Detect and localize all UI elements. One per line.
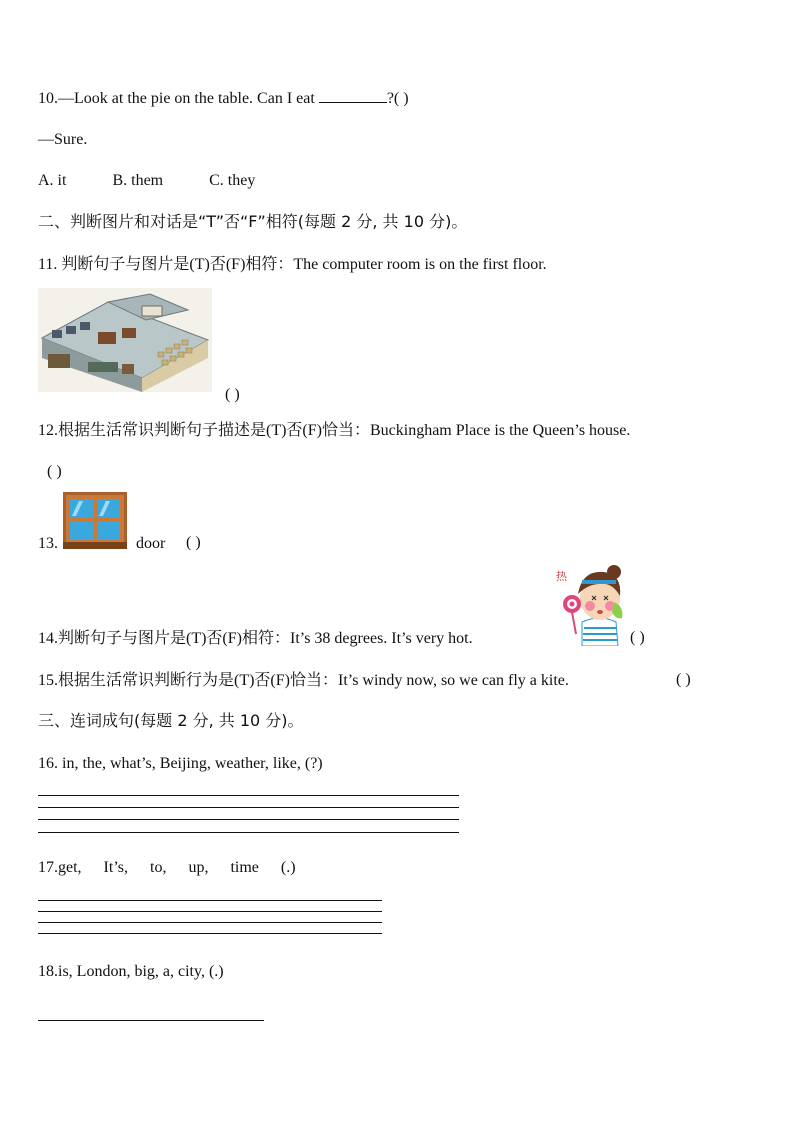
- section3-title: 三、连词成句(每题 2 分, 共 10 分)。: [38, 711, 304, 730]
- q14-answer-paren[interactable]: ( ): [630, 629, 645, 646]
- q17-writing-line[interactable]: [38, 900, 382, 901]
- hot-label: 热: [556, 570, 567, 583]
- q17-word: time: [230, 859, 259, 876]
- q18-text: 18.is, London, big, a, city, (.): [38, 963, 224, 980]
- q17-word: (.): [280, 859, 296, 876]
- window-picture: [63, 492, 127, 549]
- q10-suffix: ?( ): [386, 90, 409, 107]
- q10-option-c: C. they: [209, 172, 256, 189]
- q17-writing-line[interactable]: [38, 933, 382, 934]
- q16-text: 16. in, the, what’s, Beijing, weather, like, (?): [38, 755, 323, 772]
- q16-writing-line[interactable]: [38, 832, 459, 833]
- q16-writing-line[interactable]: [38, 807, 459, 808]
- q10-option-b: B. them: [112, 172, 164, 189]
- q11-text: 11. 判断句子与图片是(T)否(F)相符：The computer room is on the first floor.: [38, 256, 547, 273]
- q17-writing-line[interactable]: [38, 911, 382, 912]
- q10-blank: [319, 88, 387, 103]
- q17-word: up,: [188, 859, 209, 876]
- q15-text: 15.根据生活常识判断行为是(T)否(F)恰当：It’s windy now, so we can fly a kite.: [38, 672, 569, 689]
- q17-word: 17.get,: [38, 859, 82, 876]
- q10-prefix: 10.—Look at the pie on the table. Can I eat: [38, 90, 319, 107]
- hot-girl-picture: [552, 562, 630, 646]
- q18-writing-line[interactable]: [38, 1020, 264, 1021]
- q17-word: to,: [150, 859, 167, 876]
- q12-text: 12.根据生活常识判断句子描述是(T)否(F)恰当：Buckingham Place is the Queen’s house.: [38, 422, 631, 439]
- q17-words: [38, 858, 296, 878]
- q17-word: It’s,: [103, 859, 128, 876]
- q13-answer-paren[interactable]: ( ): [186, 534, 201, 551]
- q16-writing-line[interactable]: [38, 819, 459, 820]
- q10-options: [38, 171, 255, 191]
- q15-answer-paren[interactable]: ( ): [676, 671, 691, 688]
- q10-reply: —Sure.: [38, 131, 88, 148]
- q16-writing-line[interactable]: [38, 795, 459, 796]
- section2-title: 二、判断图片和对话是“T”否“F”相符(每题 2 分, 共 10 分)。: [38, 212, 468, 231]
- school-building-picture: [38, 288, 212, 392]
- q11-answer-paren[interactable]: ( ): [225, 386, 240, 403]
- q14-text: 14.判断句子与图片是(T)否(F)相符：It’s 38 degrees. It’s very hot.: [38, 630, 473, 647]
- q13-word: door: [136, 535, 166, 552]
- q10-question: [38, 88, 409, 109]
- q13-number: 13.: [38, 535, 58, 552]
- q17-writing-line[interactable]: [38, 922, 382, 923]
- q12-answer-paren[interactable]: ( ): [47, 463, 62, 480]
- q10-option-a: A. it: [38, 172, 67, 189]
